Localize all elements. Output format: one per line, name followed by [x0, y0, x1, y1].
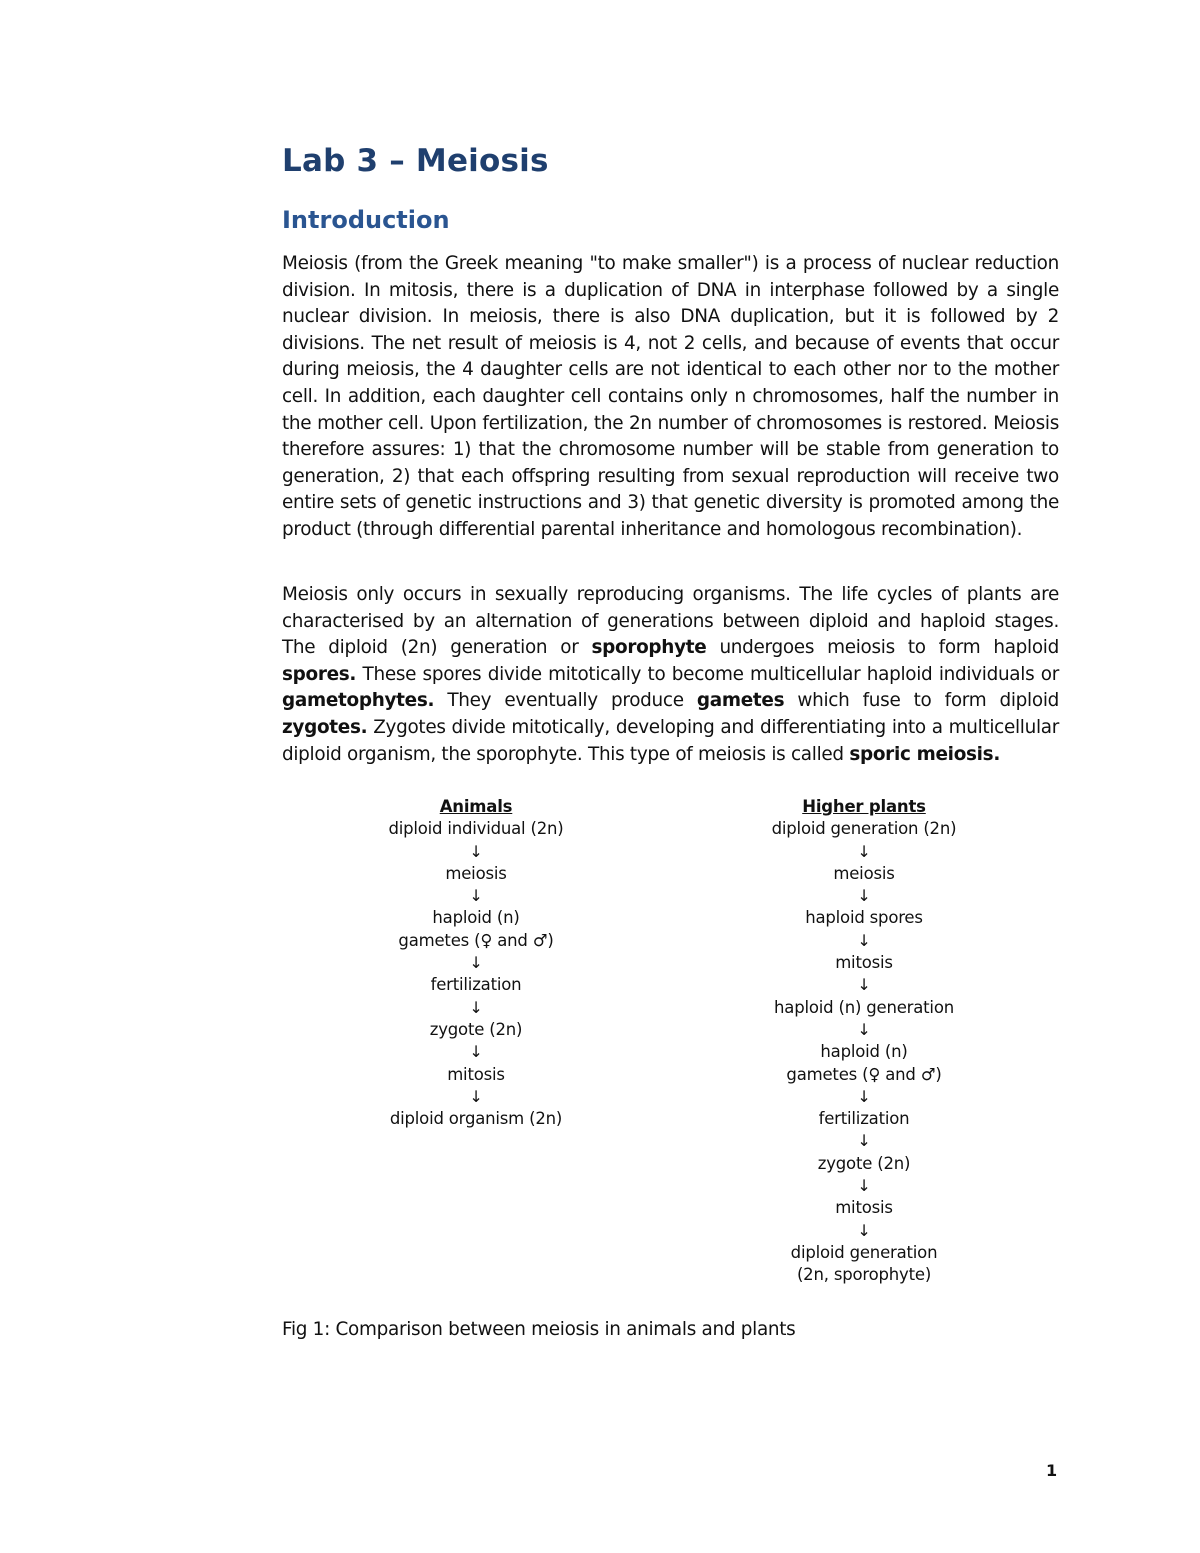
paragraph-plant-life-cycle [282, 582, 1059, 768]
animals-step: meiosis [445, 863, 507, 883]
document-page [282, 0, 1059, 1553]
plants-heading: Higher plants [802, 797, 926, 816]
plants-step: diploid generation [790, 1242, 938, 1262]
down-arrow-icon: ↓ [857, 841, 871, 861]
plants-step: fertilization [818, 1109, 910, 1129]
animals-cycle-column [342, 796, 610, 1130]
animals-heading: Animals [439, 797, 513, 816]
animals-step: diploid organism (2n) [389, 1109, 563, 1129]
plants-step: haploid (n) [820, 1042, 908, 1062]
paragraph-meiosis-definition: Meiosis (from the Greek meaning "to make smaller") is a process of nuclear reduction division. In mitosis, there is a duplication of DNA in interphase followed by a single nuclear division. In meiosis, there is also DNA duplication, but it is followed by 2 divisions. The net result of meiosis is 4, not 2 cells, and because of events that occur during meiosis, the 4 daughter cells are not identical to each other nor to the mother cell. In addition, each daughter cell contains only n chromosomes, half the number in the mother cell. Upon fertilization, the 2n number of chromosomes is restored. Meiosis therefore assures: 1) that the chromosome number will be stable from generation to generation, 2) that each offspring resulting from sexual reproduction will receive two entire sets of genetic instructions and 3) that genetic diversity is promoted among the product (through differential parental inheritance and homologous recombination). [282, 253, 1059, 540]
plants-step: haploid spores [805, 908, 923, 928]
term-spores: spores. [282, 663, 357, 685]
term-gametophytes: gametophytes. [282, 690, 435, 712]
down-arrow-icon: ↓ [469, 886, 483, 906]
p2-text: These spores divide mitotically to become multicellular haploid individuals or [356, 663, 1059, 685]
p2-text: which fuse to form diploid [784, 690, 1059, 712]
down-arrow-icon: ↓ [857, 886, 871, 906]
plants-step: diploid generation (2n) [771, 819, 957, 839]
animals-step: gametes (♀ and ♂) [398, 930, 554, 950]
down-arrow-icon: ↓ [857, 1019, 871, 1039]
animals-step: zygote (2n) [429, 1019, 523, 1039]
term-sporic-meiosis: sporic meiosis. [849, 743, 1001, 765]
down-arrow-icon: ↓ [469, 997, 483, 1017]
page-title: Lab 3 – Meiosis [282, 143, 549, 179]
p2-text: Meiosis only occurs in sexually reproducing organisms. The life cycles of plants are characterised by an alternation of generations between diploid and haploid stages. The diploid (2n) generation or [282, 584, 1059, 659]
down-arrow-icon: ↓ [857, 1176, 871, 1196]
down-arrow-icon: ↓ [857, 1131, 871, 1151]
down-arrow-icon: ↓ [469, 953, 483, 973]
animals-step: mitosis [447, 1064, 505, 1084]
animals-step: fertilization [430, 975, 522, 995]
plants-cycle-column [730, 796, 998, 1287]
down-arrow-icon: ↓ [857, 975, 871, 995]
section-heading-introduction: Introduction [282, 206, 450, 234]
term-gametes: gametes [696, 690, 785, 712]
down-arrow-icon: ↓ [469, 1086, 483, 1106]
plants-step: zygote (2n) [817, 1153, 911, 1173]
animals-step: haploid (n) [432, 908, 520, 928]
down-arrow-icon: ↓ [857, 930, 871, 950]
down-arrow-icon: ↓ [857, 1220, 871, 1240]
plants-step: (2n, sporophyte) [796, 1265, 932, 1285]
down-arrow-icon: ↓ [469, 841, 483, 861]
plants-step: meiosis [833, 863, 895, 883]
plants-step: mitosis [835, 1198, 893, 1218]
animals-step: diploid individual (2n) [388, 819, 564, 839]
figure-caption: Fig 1: Comparison between meiosis in animals and plants [282, 1319, 796, 1340]
plants-step: gametes (♀ and ♂) [786, 1064, 942, 1084]
p2-text: They eventually produce [434, 690, 697, 712]
plants-step: haploid (n) generation [774, 997, 954, 1017]
plants-step: mitosis [835, 953, 893, 973]
down-arrow-icon: ↓ [857, 1086, 871, 1106]
term-sporophyte: sporophyte [591, 637, 707, 659]
p2-text: Zygotes divide mitotically, developing and differentiating into a multicellular diploid organism, the sporophyte. This type of meiosis is called [282, 716, 1059, 765]
down-arrow-icon: ↓ [469, 1042, 483, 1062]
page-number: 1 [1046, 1461, 1058, 1480]
term-zygotes: zygotes. [282, 716, 368, 738]
p2-text: undergoes meiosis to form haploid [706, 637, 1059, 659]
